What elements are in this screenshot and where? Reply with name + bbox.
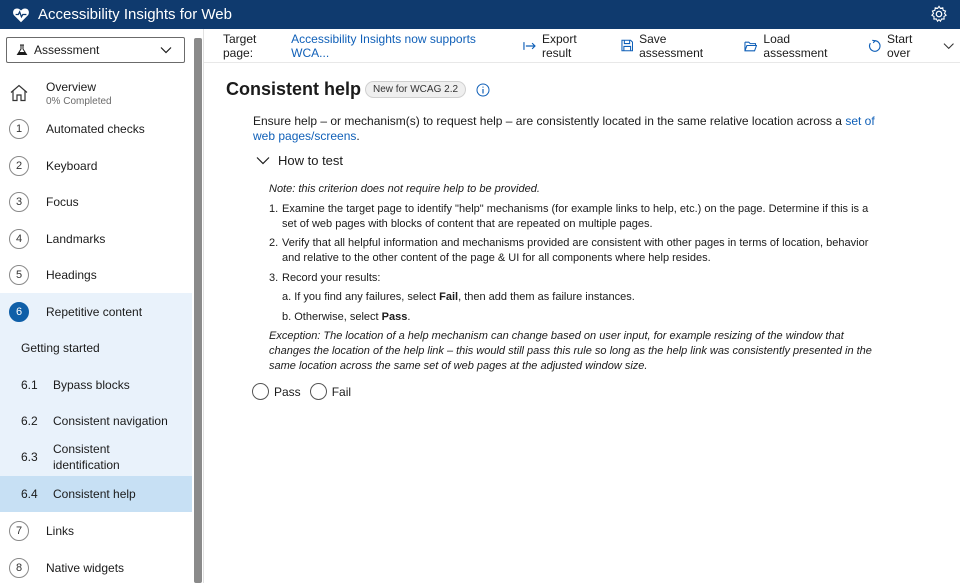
substep-b [282,310,410,325]
sub-item-consistent-navigation[interactable] [0,410,192,432]
fail-label: Fail [331,384,352,399]
sub-item-label-line1: Consistent [53,442,110,456]
overview-progress: 0% Completed [46,95,112,107]
sub-item-number: 6.2 [21,414,38,428]
nav-number: 4 [9,229,29,249]
nav-item-label: Landmarks [46,232,106,246]
nav-item-headings[interactable] [0,264,192,286]
how-to-test-toggle[interactable] [256,153,343,168]
set-of-web-pages-link[interactable]: set of web pages/screens [253,114,875,143]
export-result-button[interactable] [523,32,607,60]
nav-scrollbar[interactable] [194,38,202,583]
substep-text: b. Otherwise, select [282,311,382,323]
nav-item-label: Native widgets [46,561,125,575]
save-assessment-label: Save assessment [639,31,704,60]
nav-number: 8 [9,558,29,578]
heart-logo-icon [12,6,30,24]
nav-item-repetitive-content[interactable] [0,300,192,324]
nav-item-automated-checks[interactable] [0,118,192,140]
sub-item-number: 6.3 [21,450,38,464]
substep-text: a. If you find any failures, select [282,291,440,303]
info-icon[interactable] [476,83,490,97]
load-assessment-label: Load assessment [763,31,828,60]
chevron-down-icon [943,42,954,50]
step-text: Record your results: [282,272,381,284]
sub-item-label: Getting started [21,341,100,355]
fail-radio[interactable] [310,383,327,400]
step-text: Examine the target page to identify "help" mechanisms (for example links to help, etc.) on the page. Determine if this is a set of web pages with blocks of content that are repeated on multiple pages. [282,203,869,230]
export-icon [523,41,536,51]
overview-label: Overview [46,79,97,94]
sub-item-label: Consistent help [53,487,136,501]
step-2 [269,236,869,266]
folder-icon [744,40,757,52]
test-description [253,114,893,144]
nav-item-keyboard[interactable] [0,155,192,177]
sub-item-bypass-blocks[interactable] [0,374,192,396]
nav-number: 7 [9,521,29,541]
step-number: 1. [269,203,279,215]
home-icon [9,83,29,103]
app-title: Accessibility Insights for Web [38,6,232,23]
nav-number: 3 [9,192,29,212]
nav-number-active: 6 [9,302,29,322]
nav-number: 1 [9,119,29,139]
sub-item-number: 6.1 [21,378,38,392]
nav-item-label: Repetitive content [46,305,143,319]
substep-a [282,290,635,305]
substep-bold: Pass [381,311,408,323]
how-to-test-label: How to test [278,153,344,168]
substep-text: , then add them as failure instances. [458,291,635,303]
description-end: . [356,129,360,143]
nav-number: 5 [9,265,29,285]
sub-item-label: Consistent navigation [53,414,168,428]
sub-item-label [53,441,120,473]
load-assessment-button[interactable] [744,32,854,60]
step-number: 3. [269,272,279,284]
step-1 [269,202,869,232]
flask-icon [16,44,28,56]
nav-item-label: Focus [46,195,79,209]
nav-item-overview[interactable] [0,75,192,111]
title-bar [0,0,960,29]
nav-item-links[interactable] [0,520,192,542]
chevron-down-icon [256,156,270,165]
nav-item-label: Keyboard [46,159,98,173]
sub-item-consistent-help[interactable] [0,476,192,512]
nav-item-label: Headings [46,268,97,282]
wcag-badge: New for WCAG 2.2 [365,81,466,98]
result-radio-group [252,383,360,400]
sub-item-number: 6.4 [21,487,38,501]
substep-bold: Fail [439,291,459,303]
nav-item-label: Links [46,524,75,538]
pass-radio[interactable] [252,383,269,400]
start-over-label: Start over [886,31,913,60]
sub-item-label: Bypass blocks [53,378,130,392]
nav-item-label: Automated checks [46,122,145,136]
nav-item-focus[interactable] [0,191,192,213]
sub-item-label-line2: identification [53,458,120,472]
step-number: 2. [269,237,279,249]
description-text: Ensure help – or mechanism(s) to request help – are consistently located in the same relative location across a [253,114,846,128]
mode-select-value: Assessment [34,43,100,57]
sub-item-consistent-identification[interactable] [0,440,192,474]
nav-item-landmarks[interactable] [0,228,192,250]
step-3 [269,271,869,286]
exception-text: Exception: The location of a help mechanism can change based on user input, for example resizing of the window that changes the location of the help link – this would still pass this rule so long as the help link was consistently presented in the same location across the same set of web pages at the adjusted window size. [269,330,872,372]
substep-text: . [407,311,411,323]
target-page-link[interactable]: Accessibility Insights now supports WCA... [291,31,476,60]
nav-number: 2 [9,156,29,176]
sub-item-getting-started[interactable] [0,337,192,359]
nav-divider [203,29,204,583]
export-result-label: Export result [542,31,577,60]
step-text: Verify that all helpful information and mechanisms provided are consistent with other pages in terms of location, behavior and relative to the other content of the page & UI for all components where help resides. [282,237,869,264]
start-over-button[interactable] [868,32,960,60]
mode-select[interactable] [6,37,185,63]
main-content [226,79,926,399]
note-text: Note: this criterion does not require help to be provided. [269,183,540,195]
refresh-icon [868,39,881,53]
gear-icon[interactable] [930,5,948,23]
nav-item-native-widgets[interactable] [0,557,192,579]
chevron-down-icon [160,46,172,54]
save-assessment-button[interactable] [621,32,730,60]
page-title: Consistent help [226,79,362,99]
target-page-label: Target page: [223,31,257,60]
command-bar [204,29,960,63]
pass-label: Pass [274,384,301,399]
save-icon [621,39,633,52]
